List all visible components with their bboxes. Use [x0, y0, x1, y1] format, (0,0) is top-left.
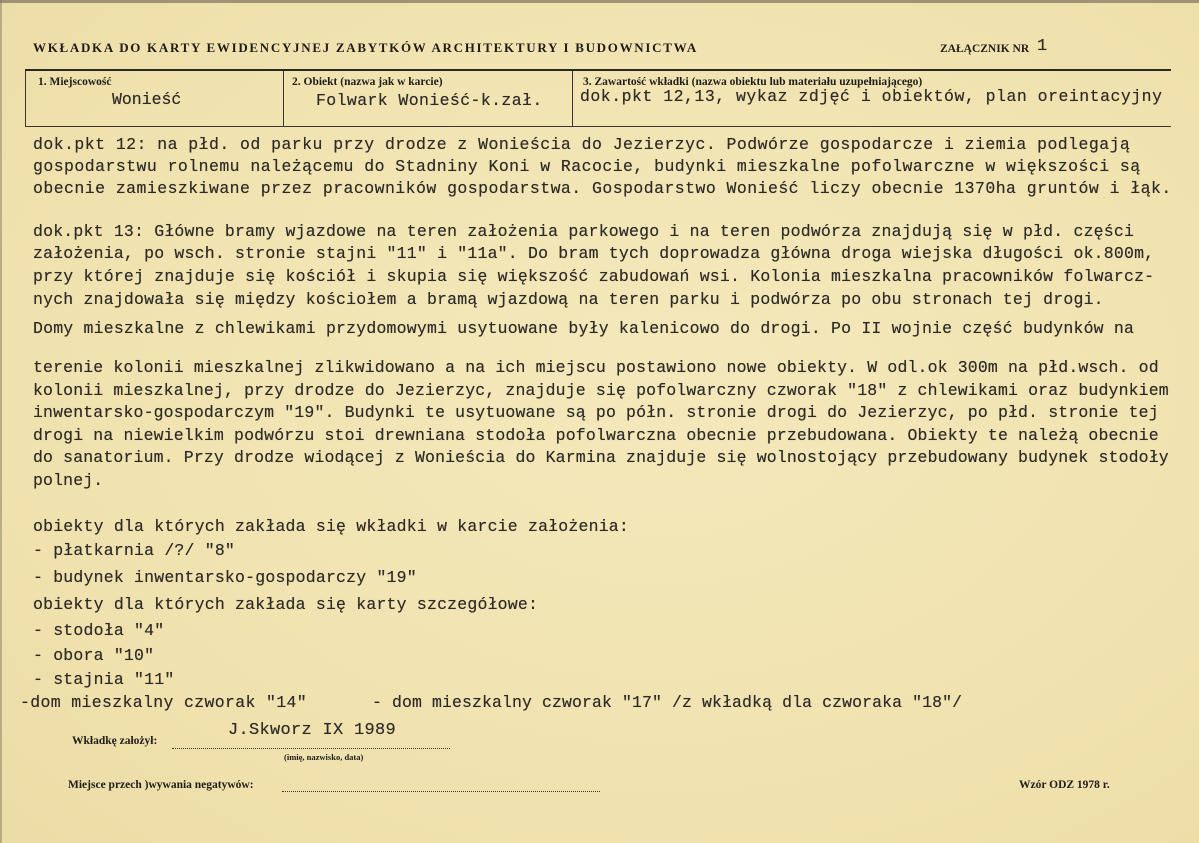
detail-cards-list-item: - obora "10": [33, 646, 155, 665]
scan-edge-left: [0, 0, 2, 843]
locality-value: Wonieść: [112, 90, 182, 109]
paragraph-13-line: Domy mieszkalne z chlewikami przydomowymi usytuowane były kalenicowo do drogi. Po II wojnie część budynków na: [33, 319, 1135, 338]
detail-cards-list-item: -dom mieszkalny czworak "14": [20, 693, 308, 712]
fields-left-border: [25, 71, 26, 126]
paragraph-13-line: założenia, po wsch. stronie stajni "11" i "11a". Do bram tych doprowadza główna droga wiejska długości ok.800m,: [33, 244, 1155, 263]
attachment-number: 1: [1037, 37, 1048, 56]
paragraph-13-line: drogi na niewielkim podwórzu stoi drewniana stodoła pofolwarczna obecnie przebudowana. Obiekty te należą obecnie: [33, 426, 1159, 445]
detail-cards-heading: obiekty dla których zakłada się karty szczegółowe:: [33, 595, 539, 614]
scan-edge-top: [0, 0, 1199, 3]
created-by-hint: (imię, nazwisko, data): [284, 752, 364, 762]
fields-bottom-rule: [25, 126, 1171, 127]
negatives-location-dotted-line: [282, 791, 600, 792]
paragraph-13-line: nych znajdowała się między kościołem a bramą wjazdową na teren parku i podwórza po obu stronach tej drogi.: [33, 290, 1104, 309]
form-title: WKŁADKA DO KARTY EWIDENCYJNEJ ZABYTKÓW ARCHITEKTURY I BUDOWNICTWA: [33, 40, 698, 55]
contents-value: dok.pkt 12,13, wykaz zdjęć i obiektów, plan oreintacyjny: [580, 87, 1163, 106]
created-by-value: J.Skworz IX 1989: [228, 721, 397, 740]
paragraph-13-line: do sanatorium. Przy drodze wiodącej z Wonieścia do Karmina znajduje się wolnostojący przebudowany budynek stodoły: [33, 448, 1169, 467]
object-value: Folwark Wonieść-k.zał.: [316, 91, 543, 110]
paragraph-13-line: dok.pkt 13: Główne bramy wjazdowe na teren założenia parkowego i na teren podwórza znajdują się w płd. części: [33, 222, 1135, 241]
paragraph-13-line: polnej.: [33, 471, 104, 490]
fields-divider-2: [572, 71, 573, 126]
paragraph-13-line: przy której znajduje się kościół i skupia się większość zabudowań wsi. Kolonia mieszkalna pracowników folwarcz-: [33, 267, 1155, 286]
contents-label: 3. Zawartość wkładki (nazwa obiektu lub materiału uzupełniającego): [583, 76, 923, 88]
paragraph-13-line: kolonii mieszkalnej, przy drodze do Jezierzyc, znajduje się pofolwarczny czworak "18" z chlewikami oraz budynkiem: [33, 381, 1169, 400]
created-by-dotted-line: [172, 748, 450, 749]
paragraph-13-line: terenie kolonii mieszkalnej zlikwidowano a na ich miejscu postawiono nowe obiekty. W odl.ok 300m na płd.wsch. od: [33, 358, 1159, 377]
paragraph-13-line: inwentarsko-gospodarczym "19". Budynki te usytuowane są po półn. stronie drogi do Jezierzyc, po płd. stronie tej: [33, 403, 1159, 422]
paragraph-12-line: gospodarstwu rolnemu należącemu do Stadniny Koni w Racocie, budynki mieszkalne pofolwarczne w większości są: [33, 157, 1141, 176]
inserts-list-item: - budynek inwentarsko-gospodarczy "19": [33, 568, 417, 587]
paragraph-12-line: dok.pkt 12: na płd. od parku przy drodze z Wonieścia do Jezierzyc. Podwórze gospodarcze i ziemia podlegają: [33, 135, 1131, 154]
locality-label: 1. Miejscowość: [38, 76, 112, 88]
created-by-label: Wkładkę założył:: [72, 735, 158, 747]
detail-cards-list-item: - stajnia "11": [33, 670, 175, 689]
negatives-location-label: Miejsce przech )wywania negatywów:: [68, 779, 254, 791]
fields-top-rule: [25, 69, 1171, 71]
inserts-heading: obiekty dla których zakłada się wkładki w karcie założenia:: [33, 517, 629, 536]
detail-cards-list-item: - dom mieszkalny czworak "17" /z wkładką dla czworaka "18"/: [372, 693, 963, 712]
detail-cards-list-item: - stodoła "4": [33, 621, 165, 640]
paragraph-12-line: obecnie zamieszkiwane przez pracowników gospodarstwa. Gospodarstwo Wonieść liczy obecnie 1370ha gruntów i łąk.: [33, 179, 1172, 198]
form-version: Wzór ODZ 1978 r.: [1019, 779, 1110, 791]
attachment-label: ZAŁĄCZNIK NR: [940, 43, 1030, 55]
object-label: 2. Obiekt (nazwa jak w karcie): [292, 76, 443, 88]
fields-divider-1: [283, 71, 284, 126]
inserts-list-item: - płatkarnia /?/ "8": [33, 541, 236, 560]
